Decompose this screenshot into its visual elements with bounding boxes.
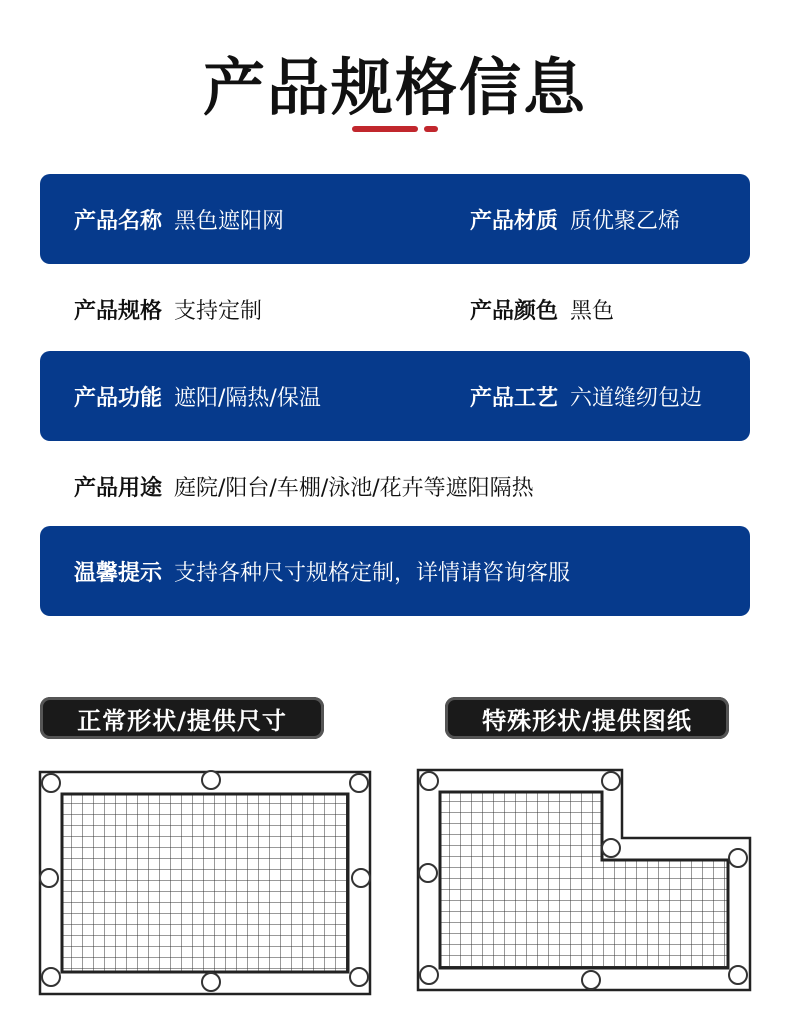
spec-row-usage — [40, 441, 750, 531]
spec-value: 黑色遮阳网 — [174, 208, 285, 234]
spec-label: 产品规格 — [74, 298, 163, 324]
spec-label: 产品颜色 — [470, 298, 559, 324]
spec-value: 六道缝纫包边 — [570, 385, 703, 411]
spec-size — [74, 294, 262, 325]
special-shape-diagram — [416, 768, 752, 994]
page-title: 产品规格信息 — [202, 51, 587, 124]
special-shape-tag: 特殊形状/提供图纸 — [445, 697, 729, 739]
spec-row-tip — [40, 526, 750, 616]
spec-label: 产品名称 — [74, 208, 163, 234]
spec-value: 质优聚乙烯 — [570, 208, 681, 234]
spec-name — [74, 204, 284, 235]
spec-label: 产品材质 — [470, 208, 559, 234]
normal-shape-diagram — [38, 770, 372, 998]
spec-row-name-material — [40, 174, 750, 264]
normal-shape-tag: 正常形状/提供尺寸 — [40, 697, 324, 739]
spec-label: 温馨提示 — [74, 560, 163, 586]
underline-short — [424, 126, 438, 132]
title-underline — [352, 126, 438, 132]
spec-label: 产品功能 — [74, 385, 163, 411]
spec-value: 黑色 — [570, 298, 615, 324]
spec-value: 支持各种尺寸规格定制，详情请咨询客服 — [174, 560, 571, 586]
spec-material — [470, 204, 680, 235]
spec-value: 支持定制 — [174, 298, 263, 324]
spec-usage — [74, 471, 534, 502]
underline-long — [352, 126, 418, 132]
spec-value: 遮阳/隔热/保温 — [174, 385, 321, 411]
spec-row-size-color — [40, 264, 750, 354]
spec-row-function-craft — [40, 351, 750, 441]
spec-color — [470, 294, 614, 325]
spec-tip — [74, 556, 570, 587]
spec-label: 产品用途 — [74, 475, 163, 501]
spec-label: 产品工艺 — [470, 385, 559, 411]
spec-function — [74, 381, 321, 412]
spec-craft — [470, 381, 702, 412]
spec-value: 庭院/阳台/车棚/泳池/花卉等遮阳隔热 — [174, 475, 534, 501]
